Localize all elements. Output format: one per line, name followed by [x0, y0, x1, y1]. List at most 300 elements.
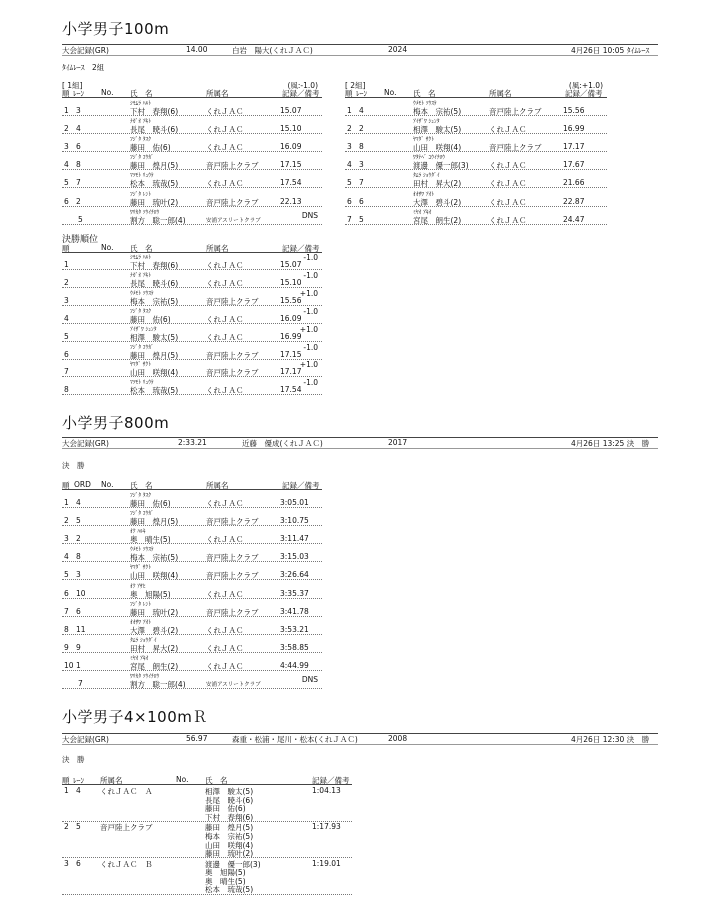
- record: 3:26.64: [280, 570, 309, 580]
- record: 16.09: [280, 142, 302, 152]
- athlete-name: 藤田 琉叶(2): [130, 607, 179, 617]
- heat-label: 決 勝: [62, 755, 85, 764]
- col-name: 氏 名: [130, 244, 153, 253]
- rank: 4: [347, 160, 352, 170]
- lane: 3: [359, 160, 364, 170]
- kana-name: ｵｵｻﾜ ｱｵﾄ: [413, 191, 434, 198]
- athlete-name: 藤田 琉叶(2): [130, 197, 179, 207]
- record-time: 14.00: [186, 45, 208, 54]
- team-name: 音戸陸上クラブ: [206, 197, 259, 207]
- order: 7: [78, 679, 83, 688]
- kana-name: ｼﾓﾑﾗ ﾊﾙﾄ: [130, 255, 151, 261]
- rule: [62, 543, 322, 544]
- record: 1:04.13: [312, 786, 341, 795]
- kana-name: ｼﾓﾑﾗ ﾊﾙﾄ: [130, 101, 151, 107]
- rule: [62, 269, 322, 270]
- record-label: 大会記録(GR): [62, 439, 109, 448]
- wind-reading: +1.0: [299, 360, 318, 370]
- rank: 10: [64, 660, 74, 670]
- rule: [62, 187, 322, 188]
- team-name: くれＪＡＣ: [206, 125, 244, 135]
- team-name: くれＪＡＣ Ｂ: [100, 859, 153, 869]
- relay-member: 藤田 佑(6): [205, 804, 246, 814]
- relay-member: 長尾 暁斗(6): [205, 795, 254, 805]
- athlete-name: 松本 琉哉(5): [130, 386, 179, 396]
- final-label: 決勝順位: [62, 235, 99, 245]
- col-name: 氏 名: [205, 776, 228, 785]
- event-date: 4月26日 10:05 ﾀｲﾑﾚｰｽ: [571, 46, 650, 55]
- record: 3:15.03: [280, 552, 309, 562]
- team-name: 音戸陸上クラブ: [489, 107, 542, 116]
- col-no: No.: [384, 88, 397, 97]
- col-team: 所属名: [206, 244, 229, 253]
- rule: [62, 252, 322, 253]
- rule: [62, 616, 322, 617]
- lane: 4: [76, 124, 81, 134]
- relay-member: 奥 晴生(5): [205, 876, 246, 886]
- rank: 3: [347, 142, 352, 152]
- lane: 8: [359, 142, 364, 152]
- rule: [62, 287, 322, 288]
- rule: [62, 115, 322, 116]
- team-name: くれＪＡＣ: [206, 386, 244, 396]
- col-record: 記録／備考: [565, 89, 603, 98]
- athlete-name: 田村 昇大(2): [413, 179, 462, 189]
- kana-name: ﾌｼﾞﾀ ﾀｽｸ: [130, 308, 151, 315]
- col-name: 氏 名: [130, 481, 153, 490]
- col-no: No.: [101, 480, 114, 489]
- team-name: くれＪＡＣ: [489, 215, 527, 225]
- heat-label: [ 2組]: [345, 81, 366, 90]
- col-lane: ﾚｰﾝ: [73, 776, 85, 785]
- team-name: くれＪＡＣ: [206, 278, 244, 288]
- record: 3:35.37: [280, 588, 309, 598]
- athlete-name: 梅本 宗祐(5): [413, 107, 462, 116]
- lane: 5: [359, 214, 364, 224]
- athlete-name: 藤田 佑(6): [130, 499, 171, 508]
- col-no: No.: [101, 243, 114, 252]
- col-team: 所属名: [206, 89, 229, 98]
- heat-label: 決 勝: [62, 461, 85, 470]
- lane: 6: [76, 858, 81, 868]
- athlete-name: 松本 琉哉(5): [130, 179, 179, 189]
- athlete-name: 奥 晴生(5): [130, 535, 171, 545]
- team-name: くれＪＡＣ: [206, 589, 244, 599]
- col-record: 記録／備考: [282, 481, 320, 490]
- record: 3:41.78: [280, 606, 309, 616]
- lane: 5: [76, 822, 81, 832]
- rule: [345, 169, 607, 170]
- col-rank: 順: [62, 244, 70, 253]
- kana-name: ﾅｶﾞｵ ｱｷﾄ: [130, 119, 151, 126]
- relay-member: 渡邊 優一郎(3): [205, 859, 261, 869]
- kana-name: ｵｸ ｱｻﾋ: [130, 583, 146, 590]
- team-name: くれＪＡＣ: [489, 161, 527, 171]
- kana-name: ﾏﾂﾓﾄ ﾘｭｳｹ: [130, 380, 154, 387]
- record-time: 2:33.21: [178, 438, 207, 447]
- rule: [62, 394, 322, 395]
- record-year: 2024: [388, 45, 408, 54]
- record: 15.56: [563, 106, 585, 115]
- kana-name: ｵｸ ﾊﾙｷ: [130, 529, 146, 536]
- rank: 6: [64, 349, 69, 359]
- team-name: くれＪＡＣ: [206, 261, 244, 270]
- rule: [62, 206, 322, 207]
- kana-name: ﾌｼﾞﾀ ｺｳｶﾞ: [130, 344, 154, 351]
- record: 17.67: [563, 160, 585, 170]
- record: 17.15: [280, 160, 302, 170]
- lane: 4: [76, 786, 81, 795]
- rule: [62, 598, 322, 599]
- team-name: くれＪＡＣ: [206, 499, 244, 508]
- team-name: 安浦アスリートクラブ: [206, 217, 261, 224]
- wind-reading: +1.0: [299, 324, 318, 334]
- record: 22.13: [280, 196, 302, 206]
- race-info: ﾀｲﾑﾚｰｽ 2組: [62, 63, 105, 72]
- kana-name: ﾌｼﾞﾀ ｺｳｶﾞ: [130, 511, 154, 518]
- record-holder: 近藤 優成(くれＪＡＣ): [242, 439, 323, 448]
- rank: 3: [64, 295, 69, 305]
- col-lane: ﾚｰﾝ: [356, 89, 368, 98]
- lane: 4: [359, 106, 364, 115]
- rank: 3: [64, 858, 69, 868]
- rank: 7: [347, 214, 352, 224]
- rule: [62, 97, 322, 98]
- col-rank: 順: [345, 89, 353, 98]
- record: 15.10: [280, 124, 302, 134]
- rank: 6: [64, 588, 69, 598]
- record: 17.54: [280, 178, 302, 188]
- kana-name: ﾐﾔｵ ｱｷｵ: [130, 655, 149, 662]
- kana-name: ｳﾒﾓﾄ ｿｳｽｹ: [413, 101, 437, 107]
- relay-member: 下村 春翔(6): [205, 812, 254, 822]
- kana-name: ﾔﾏﾀﾞ ｻｸﾄ: [130, 362, 151, 369]
- rank: 1: [64, 498, 69, 507]
- team-name: くれＪＡＣ: [206, 643, 244, 653]
- rule: [62, 634, 322, 635]
- rule: [62, 670, 322, 671]
- section-title-800m: 小学男子800m: [62, 414, 170, 432]
- team-name: くれＪＡＣ: [206, 535, 244, 545]
- rule: [345, 97, 607, 98]
- rule: [62, 525, 322, 526]
- rank: 1: [64, 260, 69, 269]
- record: 16.99: [563, 124, 585, 134]
- lane: 5: [78, 214, 83, 224]
- record: 3:05.01: [280, 498, 309, 507]
- rank: 2: [347, 124, 352, 134]
- rank: 7: [64, 367, 69, 377]
- kana-name: ﾀﾑﾗ ｼｮｳﾀﾞｲ: [130, 637, 157, 644]
- order: 4: [76, 498, 81, 507]
- rank: 3: [64, 534, 69, 544]
- col-record: 記録／備考: [312, 776, 350, 785]
- rank: 8: [64, 385, 69, 395]
- record-time: 56.97: [186, 734, 208, 743]
- team-name: 音戸陸上クラブ: [206, 553, 259, 563]
- rule: [62, 224, 322, 225]
- order: 3: [76, 570, 81, 580]
- rule: [62, 341, 322, 342]
- record: 4:44.99: [280, 660, 309, 670]
- kana-name: ﾔﾏﾀﾞ ｻｸﾄ: [130, 565, 151, 572]
- rule: [345, 187, 607, 188]
- lane: 8: [76, 160, 81, 170]
- athlete-name: 割方 聡一郎(4): [130, 215, 186, 225]
- record: 16.09: [280, 313, 302, 323]
- athlete-name: 藤田 煌月(5): [130, 350, 179, 360]
- team-name: くれＪＡＣ: [206, 107, 244, 116]
- rule: [62, 652, 322, 653]
- wind-reading: (風:+1.0): [568, 81, 603, 90]
- athlete-name: 山田 咲翔(4): [413, 143, 462, 153]
- team-name: くれＪＡＣ: [206, 179, 244, 189]
- athlete-name: 梅本 宗祐(5): [130, 296, 179, 306]
- lane: 3: [76, 106, 81, 115]
- rule: [62, 169, 322, 170]
- kana-name: ﾜﾀﾅﾍﾞ ﾕｳｲﾁﾛｳ: [413, 155, 445, 162]
- lane: 7: [76, 178, 81, 188]
- record-label: 大会記録(GR): [62, 46, 109, 55]
- relay-member: 藤田 煌月(5): [205, 823, 254, 833]
- lane: 2: [76, 196, 81, 206]
- rule: [345, 224, 607, 225]
- order: 8: [76, 552, 81, 562]
- rank: 5: [64, 178, 69, 188]
- rank: 1: [347, 106, 352, 115]
- record: 15.07: [280, 260, 302, 269]
- team-name: くれＪＡＣ: [206, 625, 244, 635]
- record: 16.99: [280, 331, 302, 341]
- team-name: くれＪＡＣ: [489, 179, 527, 189]
- athlete-name: 山田 咲翔(4): [130, 571, 179, 581]
- record-year: 2017: [388, 438, 408, 447]
- athlete-name: 渡邊 優一郎(3): [413, 161, 469, 171]
- lane: 2: [359, 124, 364, 134]
- team-name: 音戸陸上クラブ: [206, 161, 259, 171]
- athlete-name: 長尾 暁斗(6): [130, 125, 179, 135]
- team-name: くれＪＡＣ: [206, 314, 244, 324]
- wind-reading: -1.0: [303, 306, 318, 316]
- record-holder: 白岩 陽大(くれＪＡＣ): [232, 46, 313, 55]
- col-name: 氏 名: [130, 89, 153, 98]
- team-name: くれＪＡＣ: [489, 125, 527, 135]
- relay-member: 松本 琉哉(5): [205, 885, 254, 895]
- rank: 5: [64, 570, 69, 580]
- event-date: 4月26日 12:30 決 勝: [571, 735, 650, 744]
- kana-name: ｱｲｻﾞﾜ ｼｭﾝﾀ: [413, 119, 440, 126]
- kana-name: ｵｵｻﾜ ｱｵﾄ: [130, 619, 151, 626]
- lane: 6: [359, 196, 364, 206]
- team-name: 音戸陸上クラブ: [206, 571, 259, 581]
- team-name: 音戸陸上クラブ: [206, 517, 259, 527]
- rule: [62, 561, 322, 562]
- kana-name: ﾜﾘｶﾀ ｿｳｲﾁﾛｳ: [130, 209, 160, 216]
- rule: [62, 359, 322, 360]
- athlete-name: 宮尾 朗生(2): [130, 661, 179, 671]
- lane: 6: [76, 142, 81, 152]
- record: 22.87: [563, 196, 585, 206]
- athlete-name: 田村 昇大(2): [130, 643, 179, 653]
- kana-name: ﾌｼﾞﾀ ｺｳｶﾞ: [130, 155, 154, 162]
- rule: [62, 323, 322, 324]
- rank: 8: [64, 624, 69, 634]
- team-name: 音戸陸上クラブ: [100, 823, 153, 833]
- order: 6: [76, 606, 81, 616]
- record: DNS: [301, 675, 318, 684]
- athlete-name: 藤田 佑(6): [130, 314, 171, 324]
- col-no: No.: [176, 775, 189, 784]
- wind-reading: -1.0: [303, 378, 318, 388]
- athlete-name: 割方 聡一郎(4): [130, 680, 186, 689]
- team-name: くれＪＡＣ: [489, 197, 527, 207]
- rank: 2: [64, 124, 69, 134]
- record: DNS: [301, 210, 318, 220]
- record: 1:19.01: [312, 858, 341, 868]
- record-year: 2008: [388, 734, 408, 743]
- kana-name: ｳﾒﾓﾄ ｿｳｽｹ: [130, 290, 154, 297]
- rank: 2: [64, 277, 69, 287]
- rule: [62, 894, 352, 895]
- order: 10: [76, 588, 86, 598]
- kana-name: ﾀﾑﾗ ｼｮｳﾀﾞｲ: [413, 173, 440, 180]
- rule: [62, 784, 352, 785]
- rule: [62, 376, 322, 377]
- kana-name: ﾌｼﾞﾀ ﾚﾝﾄ: [130, 601, 151, 608]
- team-name: くれＪＡＣ: [206, 143, 244, 153]
- rank: 5: [347, 178, 352, 188]
- relay-member: 梅本 宗祐(5): [205, 831, 254, 841]
- athlete-name: 藤田 佑(6): [130, 143, 171, 153]
- section-title-100m: 小学男子100m: [62, 20, 170, 38]
- wind-reading: +1.0: [299, 288, 318, 298]
- record: 15.56: [280, 295, 302, 305]
- rank: 3: [64, 142, 69, 152]
- rank: 7: [64, 606, 69, 616]
- col-team: 所属名: [206, 481, 229, 490]
- athlete-name: 相澤 駿太(5): [130, 332, 179, 342]
- rule: [345, 133, 607, 134]
- rule: [62, 579, 322, 580]
- kana-name: ｱｲｻﾞﾜ ｼｭﾝﾀ: [130, 326, 157, 333]
- col-team: 所属名: [100, 776, 123, 785]
- record-label: 大会記録(GR): [62, 735, 109, 744]
- kana-name: ﾜﾘｶﾀ ｿｳｲﾁﾛｳ: [130, 674, 160, 680]
- rule: [62, 151, 322, 152]
- rule: [62, 507, 322, 508]
- record: 1:17.93: [312, 822, 341, 832]
- wind-reading: -1.0: [303, 253, 318, 262]
- rank: 1: [64, 786, 69, 795]
- team-name: 安浦アスリートクラブ: [206, 682, 261, 688]
- rule: [62, 133, 322, 134]
- order: 1: [76, 660, 81, 670]
- rank: 9: [64, 642, 69, 652]
- record: 3:11.47: [280, 534, 309, 544]
- rule: [62, 305, 322, 306]
- section-title-relay: 小学男子4×100mＲ: [62, 708, 208, 726]
- athlete-name: 相澤 駿太(5): [413, 125, 462, 135]
- record: 24.47: [563, 214, 585, 224]
- team-name: 音戸陸上クラブ: [206, 296, 259, 306]
- col-no: No.: [101, 88, 114, 97]
- rule: [345, 115, 607, 116]
- col-rank: 順: [62, 89, 70, 98]
- relay-member: 奥 旭陽(5): [205, 868, 246, 878]
- rank: 6: [347, 196, 352, 206]
- rule: [62, 489, 322, 490]
- record: 15.07: [280, 106, 302, 115]
- record: 21.66: [563, 178, 585, 188]
- athlete-name: 宮尾 朗生(2): [413, 215, 462, 225]
- kana-name: ﾔﾏﾀﾞ ｻｸﾄ: [413, 137, 434, 144]
- order: 2: [76, 534, 81, 544]
- rank: 2: [64, 516, 69, 526]
- record: 3:58.85: [280, 642, 309, 652]
- athlete-name: 藤田 煌月(5): [130, 161, 179, 171]
- order: 11: [76, 624, 86, 634]
- lane: 7: [359, 178, 364, 188]
- athlete-name: 藤田 煌月(5): [130, 517, 179, 527]
- team-name: 音戸陸上クラブ: [206, 368, 259, 378]
- rule: [345, 206, 607, 207]
- athlete-name: 奥 旭陽(5): [130, 589, 171, 599]
- col-team: 所属名: [489, 89, 512, 98]
- rank: 5: [64, 331, 69, 341]
- order: 9: [76, 642, 81, 652]
- rank: 4: [64, 552, 69, 562]
- wind-reading: (風:-1.0): [287, 81, 318, 90]
- col-rank: 順: [62, 481, 70, 490]
- rank: 4: [64, 160, 69, 170]
- record: 15.10: [280, 277, 302, 287]
- col-record: 記録／備考: [282, 244, 320, 253]
- col-rank: 順: [62, 776, 70, 785]
- athlete-name: 下村 春翔(6): [130, 107, 179, 116]
- athlete-name: 梅本 宗祐(5): [130, 553, 179, 563]
- record: 17.17: [280, 367, 302, 377]
- athlete-name: 長尾 暁斗(6): [130, 278, 179, 288]
- event-date: 4月26日 13:25 決 勝: [571, 439, 650, 448]
- record-holder: 森重・松浦・尾川・松本(くれＪＡＣ): [232, 735, 358, 744]
- kana-name: ﾌｼﾞﾀ ﾚﾝﾄ: [130, 191, 151, 198]
- record: 17.54: [280, 385, 302, 395]
- kana-name: ﾌｼﾞﾀ ﾀｽｸ: [130, 137, 151, 144]
- rank: 1: [64, 106, 69, 115]
- rank: 4: [64, 313, 69, 323]
- col-ord: ORD: [74, 480, 91, 489]
- order: 5: [76, 516, 81, 526]
- record: 17.17: [563, 142, 585, 152]
- team-name: くれＪＡＣ Ａ: [100, 787, 153, 796]
- team-name: 音戸陸上クラブ: [206, 350, 259, 360]
- wind-reading: -1.0: [303, 342, 318, 352]
- athlete-name: 大澤 碧斗(2): [413, 197, 462, 207]
- team-name: 音戸陸上クラブ: [206, 607, 259, 617]
- athlete-name: 大澤 碧斗(2): [130, 625, 179, 635]
- relay-member: 藤田 琉叶(2): [205, 849, 254, 859]
- heat-label: [ 1組]: [62, 81, 83, 90]
- record: 3:10.75: [280, 516, 309, 526]
- team-name: くれＪＡＣ: [206, 661, 244, 671]
- wind-reading: -1.0: [303, 270, 318, 280]
- kana-name: ﾌｼﾞﾀ ﾀｽｸ: [130, 493, 151, 499]
- kana-name: ｳﾒﾓﾄ ｿｳｽｹ: [130, 547, 154, 554]
- rule: [345, 151, 607, 152]
- kana-name: ﾐﾔｵ ｱｷｵ: [413, 209, 432, 216]
- col-record: 記録／備考: [282, 89, 320, 98]
- col-lane: ﾚｰﾝ: [73, 89, 85, 98]
